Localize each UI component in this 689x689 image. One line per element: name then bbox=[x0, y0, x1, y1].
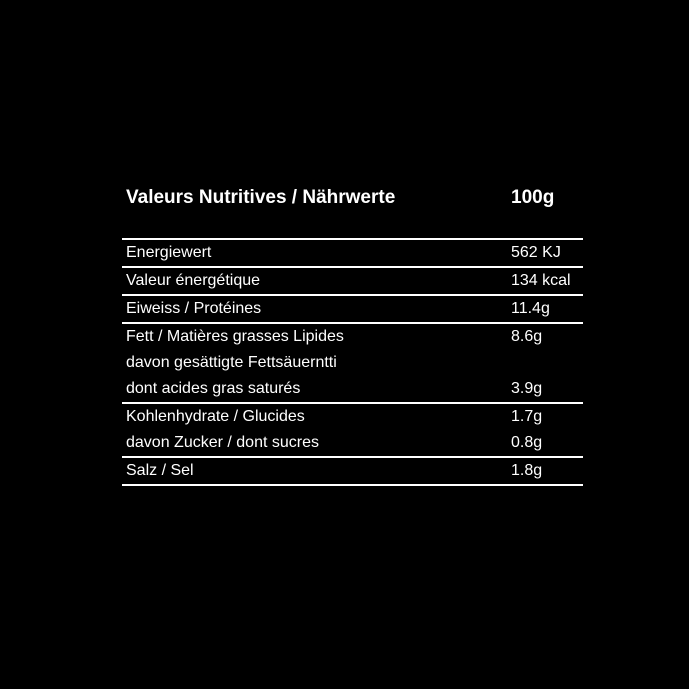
nutrient-value: 8.6g bbox=[511, 328, 543, 345]
nutrient-value: 11.4g bbox=[511, 300, 550, 317]
nutrient-label: Valeur énergétique bbox=[126, 272, 261, 289]
row-group-carbohydrates bbox=[122, 402, 583, 456]
nutrient-label: Salz / Sel bbox=[126, 462, 194, 479]
table-row bbox=[122, 296, 583, 322]
table-row bbox=[122, 376, 583, 402]
row-group-fat bbox=[122, 322, 583, 402]
per-amount-heading: 100g bbox=[511, 187, 555, 208]
table-title: Valeurs Nutritives / Nährwerte bbox=[126, 187, 396, 208]
nutrient-label: Fett / Matières grasses Lipides bbox=[126, 328, 344, 345]
row-group-energy-kcal bbox=[122, 266, 583, 294]
table-body bbox=[122, 238, 583, 486]
table-row bbox=[122, 404, 583, 430]
nutrient-value: 0.8g bbox=[511, 434, 543, 451]
table-header bbox=[122, 182, 583, 214]
row-group-energy-kj bbox=[122, 240, 583, 266]
nutrient-value: 134 kcal bbox=[511, 272, 571, 289]
row-group-protein bbox=[122, 294, 583, 322]
table-row bbox=[122, 350, 583, 376]
nutrient-label: Eiweiss / Protéines bbox=[126, 300, 262, 317]
nutrient-label: Energiewert bbox=[126, 244, 212, 261]
table-row bbox=[122, 240, 583, 266]
nutrient-label: Kohlenhydrate / Glucides bbox=[126, 408, 305, 425]
row-group-salt bbox=[122, 456, 583, 484]
table-row bbox=[122, 324, 583, 350]
nutrient-value: 1.8g bbox=[511, 462, 543, 479]
table-row bbox=[122, 458, 583, 484]
table-row bbox=[122, 268, 583, 294]
nutrient-label: davon Zucker / dont sucres bbox=[126, 434, 319, 451]
nutrient-label: davon gesättigte Fettsäuerntti bbox=[126, 354, 337, 371]
nutrition-table bbox=[122, 182, 583, 486]
table-row bbox=[122, 430, 583, 456]
nutrient-label: dont acides gras saturés bbox=[126, 380, 301, 397]
nutrient-value: 3.9g bbox=[511, 380, 543, 397]
nutrient-value: 562 KJ bbox=[511, 244, 561, 261]
nutrient-value: 1.7g bbox=[511, 408, 543, 425]
